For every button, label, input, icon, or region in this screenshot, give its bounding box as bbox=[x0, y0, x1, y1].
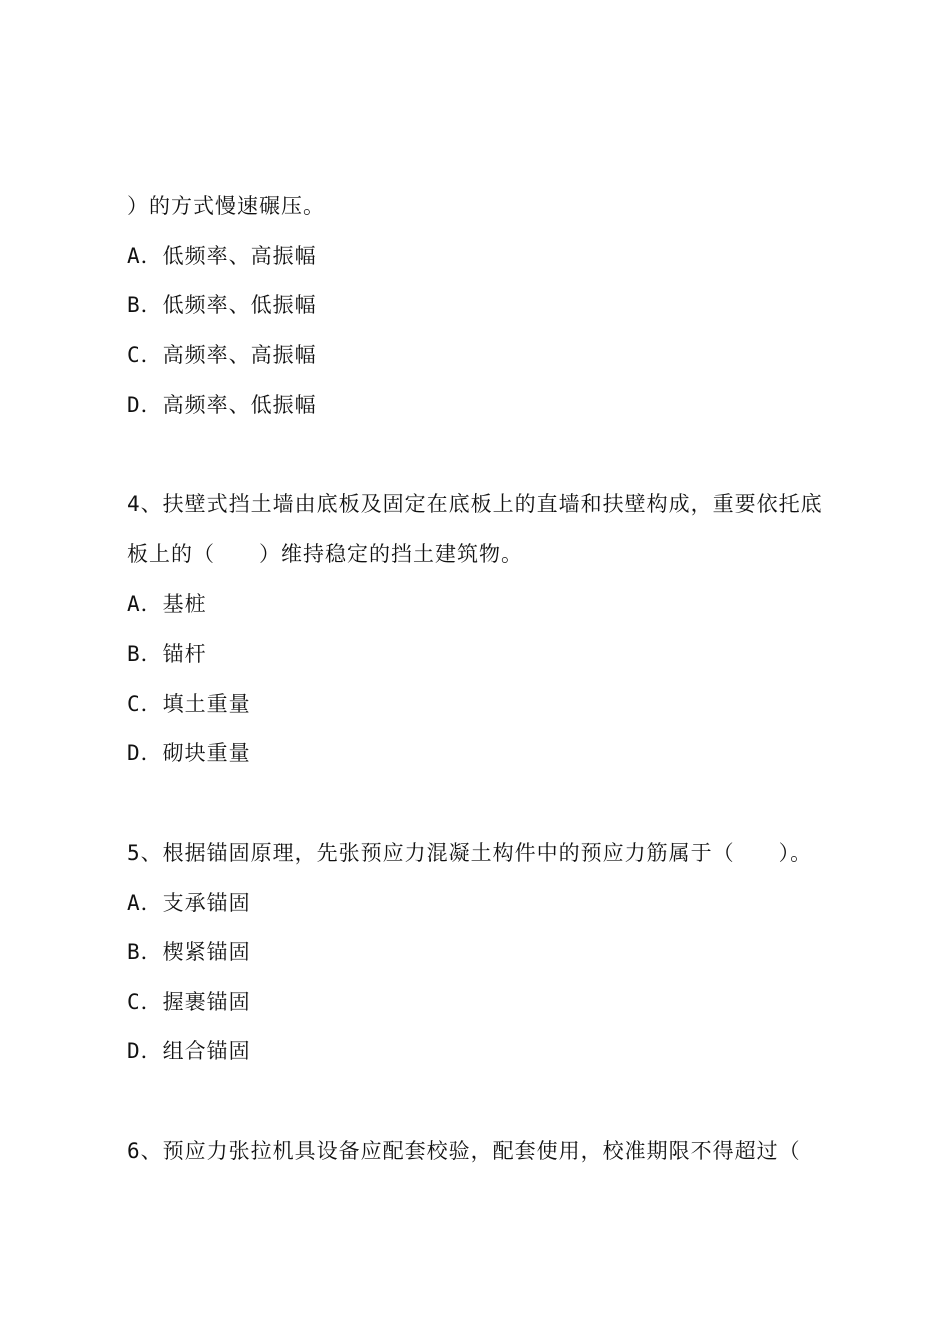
q5-option-a: A．支承锚固 bbox=[127, 891, 251, 915]
q4-option-b: B．锚杆 bbox=[127, 642, 207, 666]
q6-stem-line1: 6、预应力张拉机具设备应配套校验，配套使用，校准期限不得超过（ bbox=[127, 1139, 801, 1163]
q3-option-a: A．低频率、高振幅 bbox=[127, 244, 317, 268]
q5-option-c: C．握裹锚固 bbox=[127, 990, 251, 1014]
q4-option-a: A．基桩 bbox=[127, 592, 207, 616]
q4-option-d: D．砌块重量 bbox=[127, 741, 251, 765]
q4-stem-line1: 4、扶壁式挡土墙由底板及固定在底板上的直墙和扶壁构成，重要依托底 bbox=[127, 492, 823, 516]
q5-option-d: D．组合锚固 bbox=[127, 1039, 251, 1063]
q3-option-d: D．高频率、低振幅 bbox=[127, 393, 317, 417]
q3-option-c: C．高频率、高振幅 bbox=[127, 343, 317, 367]
q5-stem: 5、根据锚固原理，先张预应力混凝土构件中的预应力筋属于（ ）。 bbox=[127, 841, 813, 865]
q3-option-b: B．低频率、低振幅 bbox=[127, 293, 317, 317]
q5-option-b: B．楔紧锚固 bbox=[127, 940, 251, 964]
q4-option-c: C．填土重量 bbox=[127, 692, 251, 716]
q4-stem-line2: 板上的（ ）维持稳定的挡土建筑物。 bbox=[127, 542, 523, 566]
q3-stem-tail: ）的方式慢速碾压。 bbox=[127, 194, 325, 218]
